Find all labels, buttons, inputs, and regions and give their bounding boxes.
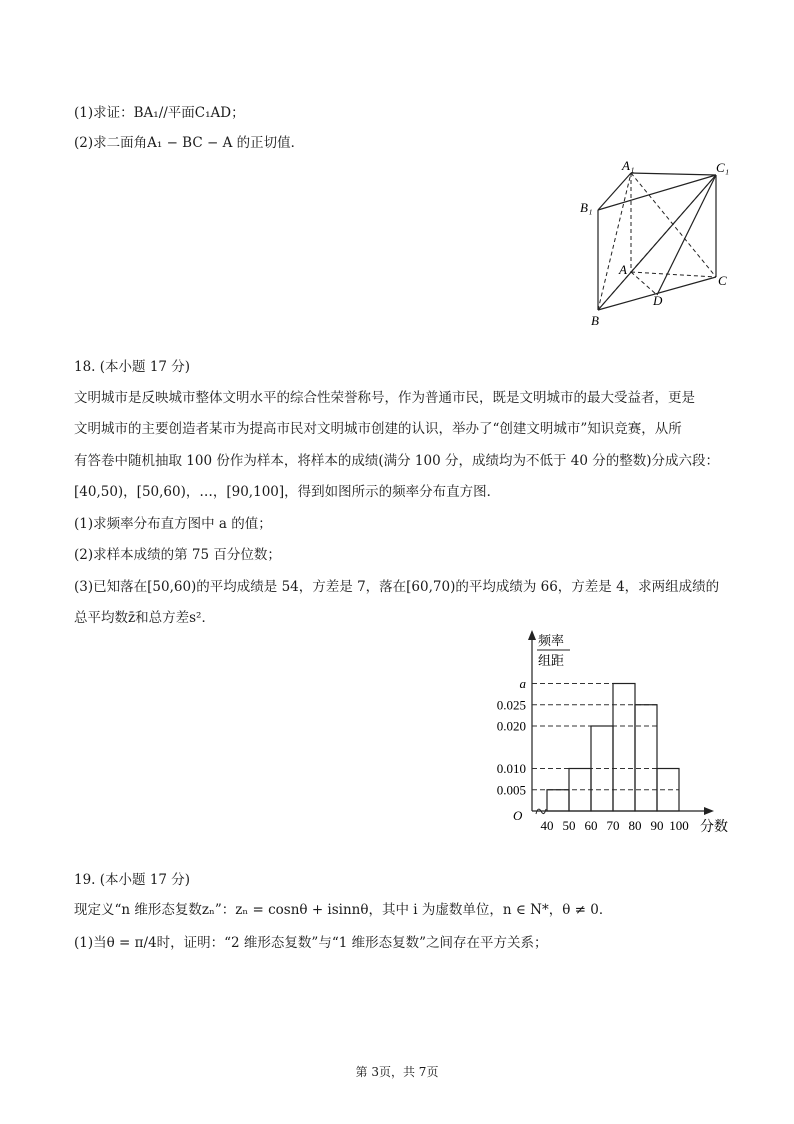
histogram-bar [591,726,613,811]
histogram-bar [613,684,635,812]
label-a: A [619,262,627,277]
x-tick-label: 60 [584,818,598,833]
edge-b-a1 [598,173,631,310]
q19-part1: (1)当θ = π/4时，证明：“2 维形态复数”与“1 维形态复数”之间存在平方关系； [74,935,548,951]
histogram-bar [547,790,569,811]
y-tick-label: 0.025 [496,697,526,713]
q18-part3-line2: 总平均数z̄和总方差s²． [74,610,215,626]
y-tick-label: a [519,676,526,691]
y-tick-label: 0.010 [496,761,526,776]
q18-line-2: 文明城市的主要创造者某市为提高市民对文明城市创建的认识，举办了“创建文明城市”知识竞赛，从所 [74,421,682,437]
x-axis-arrow [704,807,714,815]
edge-b-c1 [598,175,716,310]
x-tick-label: 100 [669,818,689,833]
label-c1: C₁ [716,160,730,175]
histogram-bar [635,705,657,811]
y-tick-label: 0.020 [496,718,526,734]
edge-a-d [631,272,657,295]
page-footer: 第 3页，共 7页 [355,1065,439,1079]
prism-figure [570,155,740,330]
y-axis-arrow [528,630,536,640]
q18-line-4: [40,50)，[50,60)，…，[90,100]，得到如图所示的频率分布直方图． [74,484,501,500]
x-tick-label: 70 [606,818,620,833]
edge-a-c [631,272,716,277]
q18-part2: (2)求样本成绩的第 75 百分位数； [74,547,281,563]
label-b1: B₁ [580,200,593,215]
edge-b1-c1 [598,175,716,210]
x-axis-label: 分数 [700,820,728,835]
origin-label: O [513,808,523,823]
q19-header: 19. (本小题 17 分) [74,872,191,888]
q18-header: 18. (本小题 17 分) [74,359,191,375]
q18-part3-line1: (3)已知落在[50,60)的平均成绩是 54，方差是 7，落在[60,70)的平均成绩为 66，方差是 4，求两组成绩的 [74,579,720,595]
q17-part2: (2)求二面角A₁ − BC − A 的正切值． [74,135,305,151]
x-tick-label: 90 [650,818,664,833]
x-tick-labels [541,818,689,833]
x-tick-label: 80 [628,818,642,833]
y-tick-label: 0.005 [496,782,526,798]
edge-a1-c1 [631,173,716,175]
x-tick-label: 50 [562,818,576,833]
frequency-histogram [480,628,740,843]
label-b: B [591,313,599,328]
q18-line-3: 有答卷中随机抽取 100 份作为样本，将样本的成绩(满分 100 分，成绩均为不低于 40 分的整数)分成六段： [74,453,719,469]
q18-part1: (1)求频率分布直方图中 a 的值； [74,516,272,532]
y-tick-labels [497,676,527,797]
q19-line-1: 现定义“n 维形态复数zₙ”：zₙ = cosnθ + isinnθ，其中 i 为虚数单位，n ∈ N*，θ ≠ 0． [74,902,613,918]
q17-part1: (1)求证：BA₁//平面C₁AD； [74,105,245,121]
y-label-bottom: 组距 [538,653,565,668]
q18-line-1: 文明城市是反映城市整体文明水平的综合性荣誉称号，作为普通市民，既是文明城市的最大受益者，更是 [74,390,695,406]
histogram-bars [547,684,679,812]
label-c: C [718,273,727,288]
y-label-top: 频率 [538,633,565,648]
label-d: D [653,293,663,308]
x-tick-label: 40 [540,818,554,833]
edge-c1-d [657,175,716,295]
label-a1: A₁ [622,158,635,173]
